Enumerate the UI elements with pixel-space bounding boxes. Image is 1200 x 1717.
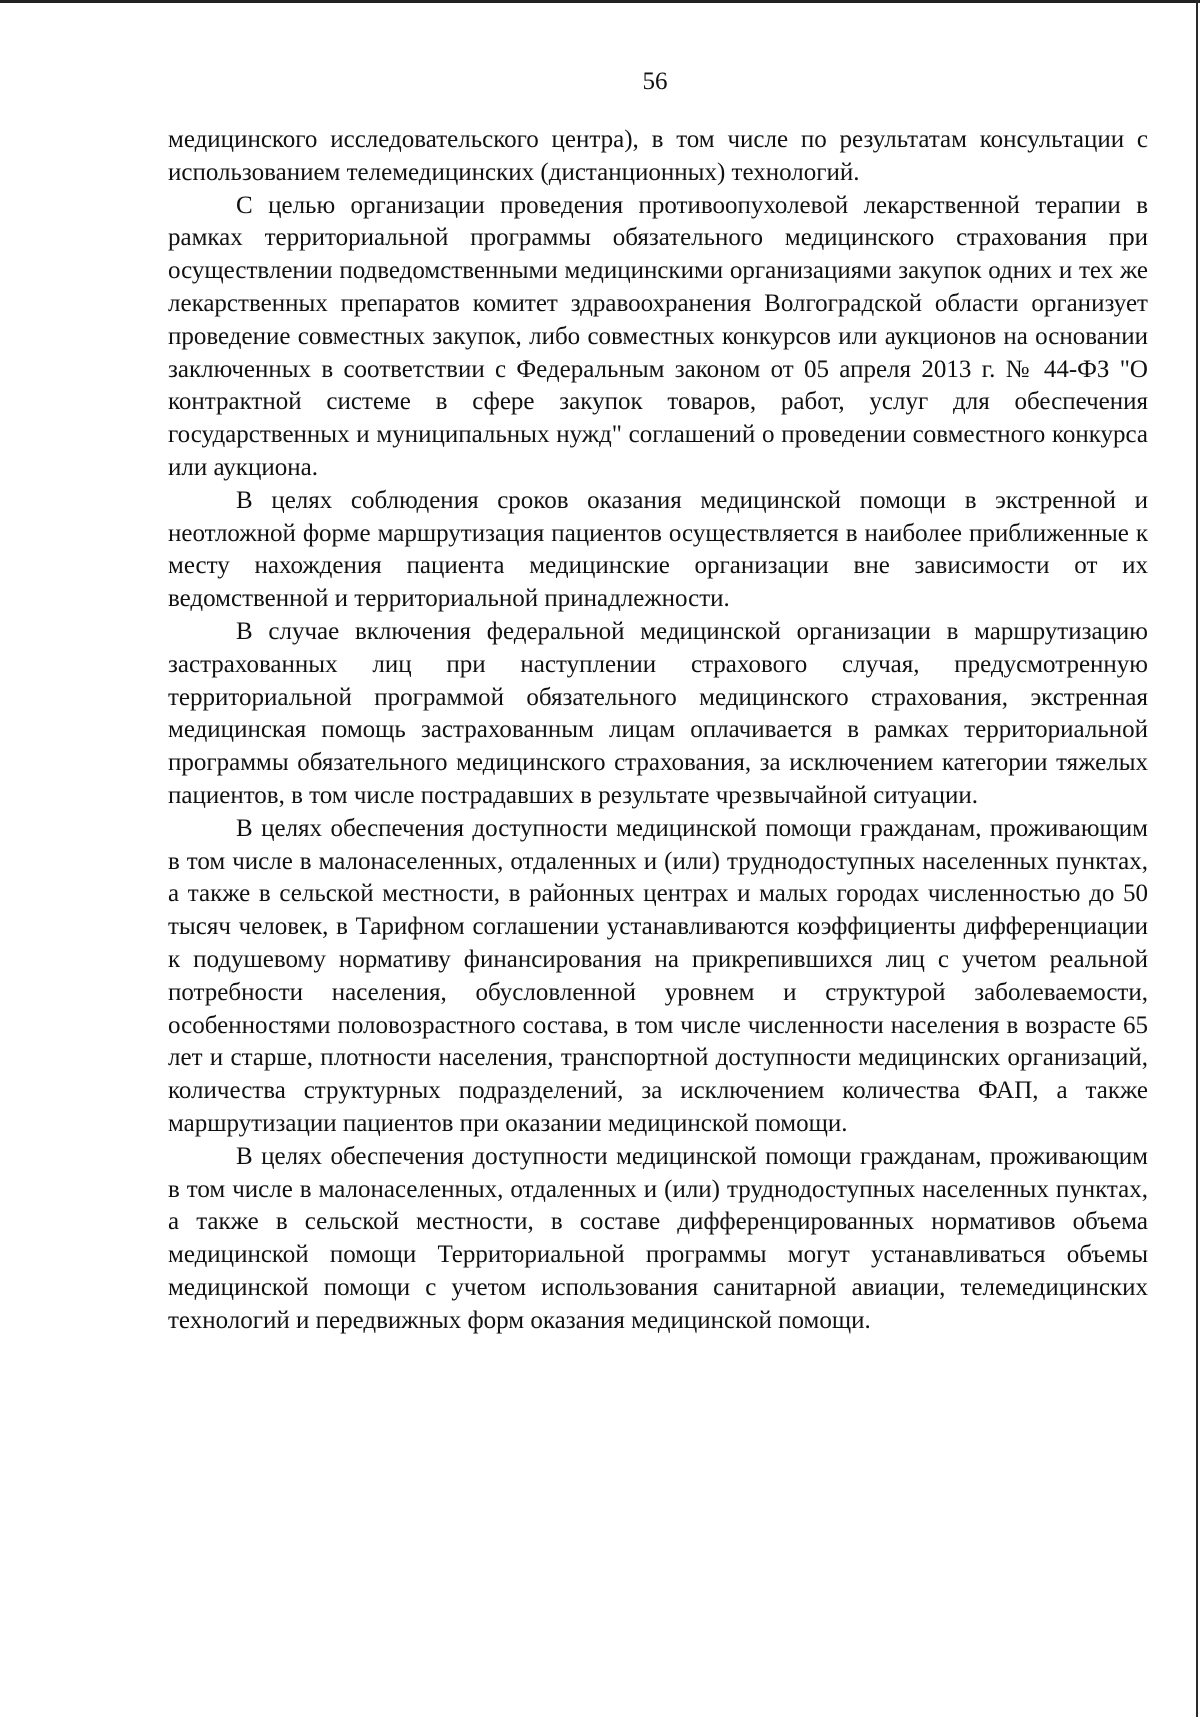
- paragraph-joint-procurement: С целью организации проведения противоопухолевой лекарственной терапии в рамках территориальной программы обязательного медицинского страхования при осуществлении подведомственными медицинскими организациями закупок одних и тех же лекарственных препаратов комитет здравоохранения Волгоградской области организует проведение совместных закупок, либо совместных конкурсов или аукционов на основании заключенных в соответствии с Федеральным законом от 05 апреля 2013 г. № 44-ФЗ "О контрактной системе в сфере закупок товаров, работ, услуг для обеспечения государственных и муниципальных нужд" соглашений о проведении совместного конкурса или аукциона.: [168, 191, 1148, 481]
- paragraph-continuation: медицинского исследовательского центра), в том числе по результатам консультации с использованием телемедицинских (дистанционных) технологий.: [168, 126, 1148, 186]
- page-number: 56: [642, 68, 668, 95]
- scan-edge-right: [1196, 0, 1198, 1717]
- paragraph-tariff-coefficients: В целях обеспечения доступности медицинской помощи гражданам, проживающим в том числе в малонаселенных, отдаленных и (или) труднодоступных населенных пунктах, а также в сельской местности, в районных центрах и малых городах численностью до 50 тысяч человек, в Тарифном соглашении устанавливаются коэффициенты дифференциации к подушевому нормативу финансирования на прикрепившихся лиц с учетом реальной потребности населения, обусловленной уровнем и структурой заболеваемости, особенностями половозрастного состава, в том числе численности населения в возрасте 65 лет и старше, плотности населения, транспортной доступности медицинских организаций, количества структурных подразделений, за исключением количества ФАП, а также маршрутизации пациентов при оказании медицинской помощи.: [168, 814, 1148, 1137]
- paragraph-sanitary-aviation: В целях обеспечения доступности медицинской помощи гражданам, проживающим в том числе в малонаселенных, отдаленных и (или) труднодоступных населенных пунктах, а также в сельской местности, в составе дифференцированных нормативов объема медицинской помощи Территориальной программы могут устанавливаться объемы медицинской помощи с учетом использования санитарной авиации, телемедицинских технологий и передвижных форм оказания медицинской помощи.: [168, 1142, 1148, 1334]
- paragraph-federal-organization: В случае включения федеральной медицинской организации в маршрутизацию застрахованных лиц при наступлении страхового случая, предусмотренную территориальной программой обязательного медицинского страхования, экстренная медицинская помощь застрахованным лицам оплачивается в рамках территориальной программы обязательного медицинского страхования, за исключением категории тяжелых пациентов, в том числе пострадавших в результате чрезвычайной ситуации.: [168, 617, 1148, 809]
- scan-edge-top: [0, 0, 1200, 3]
- document-body: [168, 124, 1148, 1337]
- paragraph-emergency-routing: В целях соблюдения сроков оказания медицинской помощи в экстренной и неотложной форме маршрутизация пациентов осуществляется в наиболее приближенные к месту нахождения пациента медицинские организации вне зависимости от их ведомственной и территориальной принадлежности.: [168, 486, 1148, 613]
